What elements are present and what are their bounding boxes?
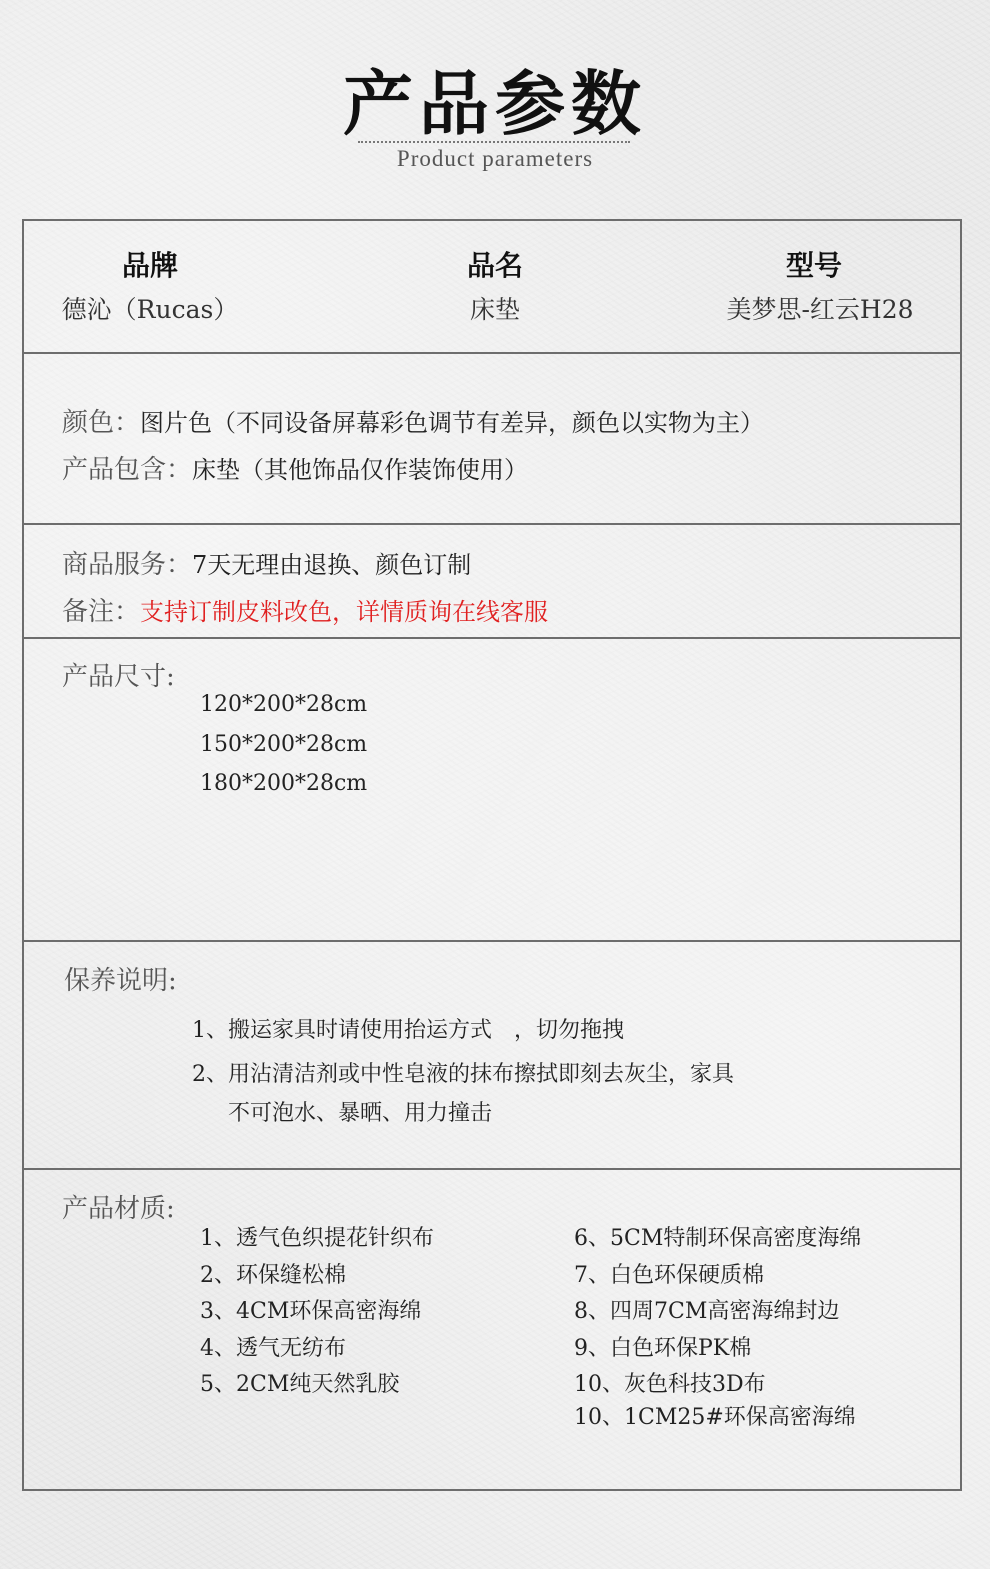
size-section-label: 产品尺寸: [62, 662, 175, 692]
color-label: 颜色： [62, 408, 141, 438]
row-divider [22, 637, 962, 639]
includes-label: 产品包含： [62, 455, 193, 485]
includes-value: 床垫（其他饰品仅作装饰使用） [192, 456, 529, 484]
care-section-label: 保养说明: [64, 966, 177, 996]
material-section-label: 产品材质: [62, 1194, 175, 1224]
material-item: 6、5CM特制环保高密度海绵 [574, 1226, 862, 1251]
note-label: 备注： [62, 597, 141, 627]
material-item: 3、4CM环保高密海绵 [200, 1299, 422, 1324]
material-item: 10、灰色科技3D布 [574, 1372, 766, 1397]
material-item: 1、透气色织提花针织布 [200, 1226, 434, 1251]
product-name-label: 品名 [466, 249, 523, 282]
material-item: 5、2CM纯天然乳胶 [200, 1372, 400, 1397]
size-item: 120*200*28cm [200, 692, 368, 717]
title-divider [358, 141, 630, 143]
material-item: 7、白色环保硬质棉 [574, 1263, 764, 1288]
material-item: 8、四周7CM高密海绵封边 [574, 1299, 840, 1324]
page-title: 产品参数 [343, 62, 647, 145]
color-value: 图片色（不同设备屏幕彩色调节有差异，颜色以实物为主） [140, 409, 765, 437]
material-item: 2、环保缝松棉 [200, 1263, 346, 1288]
brand-label: 品牌 [121, 249, 178, 282]
care-item: 2、用沾清洁剂或中性皂液的抹布擦拭即刻去灰尘，家具 [192, 1062, 734, 1087]
care-item: 1、搬运家具时请使用抬运方式 ，切勿拖拽 [192, 1018, 624, 1043]
model-value: 美梦思-红云H28 [726, 295, 914, 324]
note-value: 支持订制皮料改色，详情质询在线客服 [140, 598, 549, 626]
brand-value: 德沁（Rucas） [61, 295, 239, 324]
size-item: 150*200*28cm [200, 732, 368, 757]
row-divider [22, 523, 962, 525]
size-item: 180*200*28cm [200, 771, 368, 796]
service-label: 商品服务： [62, 550, 193, 580]
note-row [62, 591, 548, 628]
row-divider [22, 940, 962, 942]
material-item: 4、透气无纺布 [200, 1336, 346, 1361]
service-row [62, 544, 471, 581]
color-row [62, 402, 764, 439]
includes-row [62, 449, 528, 486]
material-item: 9、白色环保PK棉 [574, 1336, 752, 1361]
page-subtitle: Product parameters [396, 146, 594, 171]
material-item: 10、1CM25#环保高密海绵 [574, 1405, 856, 1430]
row-divider [22, 1168, 962, 1170]
product-name-value: 床垫 [469, 295, 520, 324]
row-divider [22, 352, 962, 354]
service-value: 7天无理由退换、颜色订制 [192, 551, 472, 579]
model-label: 型号 [785, 249, 842, 282]
care-item-continuation: 不可泡水、暴晒、用力撞击 [228, 1101, 493, 1126]
